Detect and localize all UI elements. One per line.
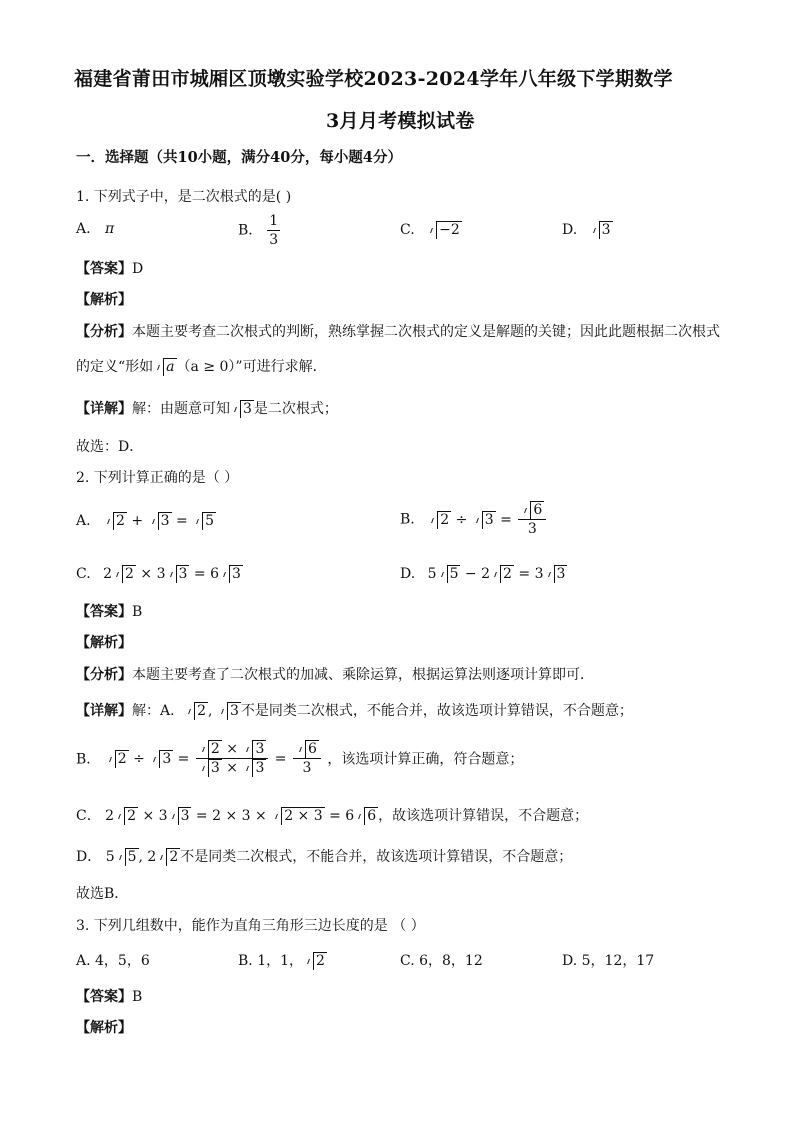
radical: 3	[473, 511, 496, 529]
radical	[304, 952, 327, 970]
radicand: 3	[599, 221, 613, 239]
answer-value: D	[132, 261, 144, 277]
radical: 3	[149, 512, 172, 530]
option-label: A.	[76, 221, 91, 237]
option-label: B.	[400, 511, 415, 528]
option-value: π	[105, 221, 115, 237]
section-heading: 一．选择题（共10小题，满分40分，每小题4分）	[76, 149, 402, 166]
fenxi-text: 的定义“形如	[76, 359, 154, 375]
xiangjie-text: 解：由题意可知	[132, 401, 230, 417]
xiangjie-text: 解：A．	[132, 703, 185, 719]
q3-option-b	[238, 950, 327, 970]
radical: 2	[428, 511, 451, 529]
q2-fenxi	[76, 664, 594, 684]
radicand: 2	[313, 952, 327, 970]
q2-answer	[76, 601, 142, 621]
fenxi-text: 本题主要考查了二次根式的加减、乘除运算，根据运算法则逐项计算即可．	[132, 667, 594, 683]
q2-xiangjie-b	[76, 740, 523, 777]
xiangjie-text: D．	[76, 849, 102, 865]
fraction: $\frac{6}{3}$	[518, 501, 546, 538]
q2-xiangjie-c	[76, 805, 588, 825]
q1-option-a	[76, 221, 114, 237]
fraction	[267, 212, 280, 249]
fenxi-text: （a ≥ 0）”可进行求解．	[176, 359, 327, 375]
q2-option-b	[400, 501, 548, 538]
radicand: 3	[240, 400, 254, 418]
q2-analysis-tag: 【解析】	[76, 635, 132, 651]
q2-xiangjie-d	[76, 846, 572, 866]
radical	[231, 400, 254, 418]
document-title-line-1: 福建省莆田市城厢区顶墩实验学校2023-2024学年八年级下学期数学	[74, 68, 673, 90]
q3-analysis-tag: 【解析】	[76, 1020, 132, 1036]
q2-option-d	[400, 565, 567, 583]
q3-option-c: C. 6，8，12	[400, 953, 483, 969]
radical	[427, 221, 462, 239]
q1-option-d	[562, 221, 613, 239]
xiangjie-text: C．	[76, 808, 101, 824]
q1-option-c	[400, 221, 462, 239]
option-label: D.	[400, 566, 416, 582]
q1-analysis-tag: 【解析】	[76, 292, 132, 308]
xiangjie-text: ，该选项计算正确，符合题意；	[327, 751, 524, 768]
answer-tag: 【答案】	[76, 261, 132, 277]
radical: 5	[193, 512, 216, 530]
fenxi-text: 本题主要考查二次根式的判断，熟练掌握二次根式的定义是解题的关键；因此此题根据二次根式	[132, 324, 720, 340]
xiangjie-text: ，故该选项计算错误，不合题意；	[378, 808, 589, 824]
q1-fenxi-line-1	[76, 321, 720, 341]
option-label: C.	[76, 566, 91, 582]
answer-tag: 【答案】	[76, 604, 132, 620]
q1-fenxi-line-2	[76, 356, 327, 376]
xiangjie-tag: 【详解】	[76, 703, 132, 719]
option-label: C.	[400, 222, 415, 238]
question-3-stem: 3. 下列几组数中，能作为直角三角形三边长度的是 （ ）	[76, 918, 425, 934]
option-text: B. 1，1，	[238, 953, 304, 969]
option-formula: 2 + 3 = 5	[103, 513, 216, 529]
option-label: B.	[238, 222, 253, 239]
numerator: 1	[269, 213, 279, 229]
option-label: A.	[76, 513, 91, 529]
q2-conclusion: 故选B．	[76, 886, 129, 902]
option-formula: 5 5 − 2 2 = 3 3	[427, 566, 566, 582]
radical: 2	[104, 512, 127, 530]
xiangjie-formula: 5 5 , 2 2	[105, 849, 179, 865]
question-1-stem: 1. 下列式子中，是二次根式的是( )	[76, 189, 292, 205]
q1-answer	[76, 258, 143, 278]
xiangjie-text: B．	[76, 751, 101, 768]
xiangjie-text: 不是同类二次根式，不能合并，故该选项计算错误，不合题意；	[180, 849, 573, 865]
fenxi-tag: 【分析】	[76, 324, 132, 340]
radicand: −2	[436, 221, 462, 239]
xiangjie-text: 是二次根式；	[253, 401, 338, 417]
q2-xiangjie-a: 【详解】解：A． 2 , 3 不是同类二次根式，不能合并，故该选项计算错误，不合题意；	[76, 703, 633, 719]
option-formula: 2 2 × 3 3 = 6 3	[103, 566, 241, 582]
xiangjie-formula: 2 2 × 3 3 = 2 × 3 × 2 × 3 = 6 6	[105, 808, 377, 824]
question-2-stem: 2. 下列计算正确的是（ ）	[76, 470, 239, 486]
q1-conclusion: 故选：D．	[76, 439, 144, 455]
radical	[154, 358, 176, 376]
option-formula: 2 ÷ 3 = $\frac{6}{3}$	[427, 512, 548, 528]
q3-option-a: A. 4，5，6	[76, 953, 150, 969]
radical	[590, 221, 613, 239]
q2-option-a	[76, 512, 216, 530]
answer-tag: 【答案】	[76, 989, 132, 1005]
answer-value: B	[132, 604, 143, 620]
denominator: 3	[269, 232, 279, 248]
xiangjie-tag: 【详解】	[76, 401, 132, 417]
xiangjie-formula: 2 ÷ 3 = $\frac{2 \times 3}{3 \times 3}$ = $\frac{6}{3}$	[105, 751, 328, 767]
q3-option-d: D. 5，12，17	[562, 953, 655, 969]
q3-answer	[76, 986, 142, 1006]
option-label: D.	[562, 222, 578, 238]
q1-xiangjie	[76, 398, 338, 418]
q2-option-c	[76, 565, 243, 583]
q1-option-b	[238, 212, 282, 249]
document-title-line-2: 3月月考模拟试卷	[326, 110, 475, 132]
answer-value: B	[132, 989, 143, 1005]
radicand: a	[163, 358, 176, 376]
xiangjie-text: 不是同类二次根式，不能合并，故该选项计算错误，不合题意；	[240, 703, 633, 719]
fenxi-tag: 【分析】	[76, 667, 132, 683]
